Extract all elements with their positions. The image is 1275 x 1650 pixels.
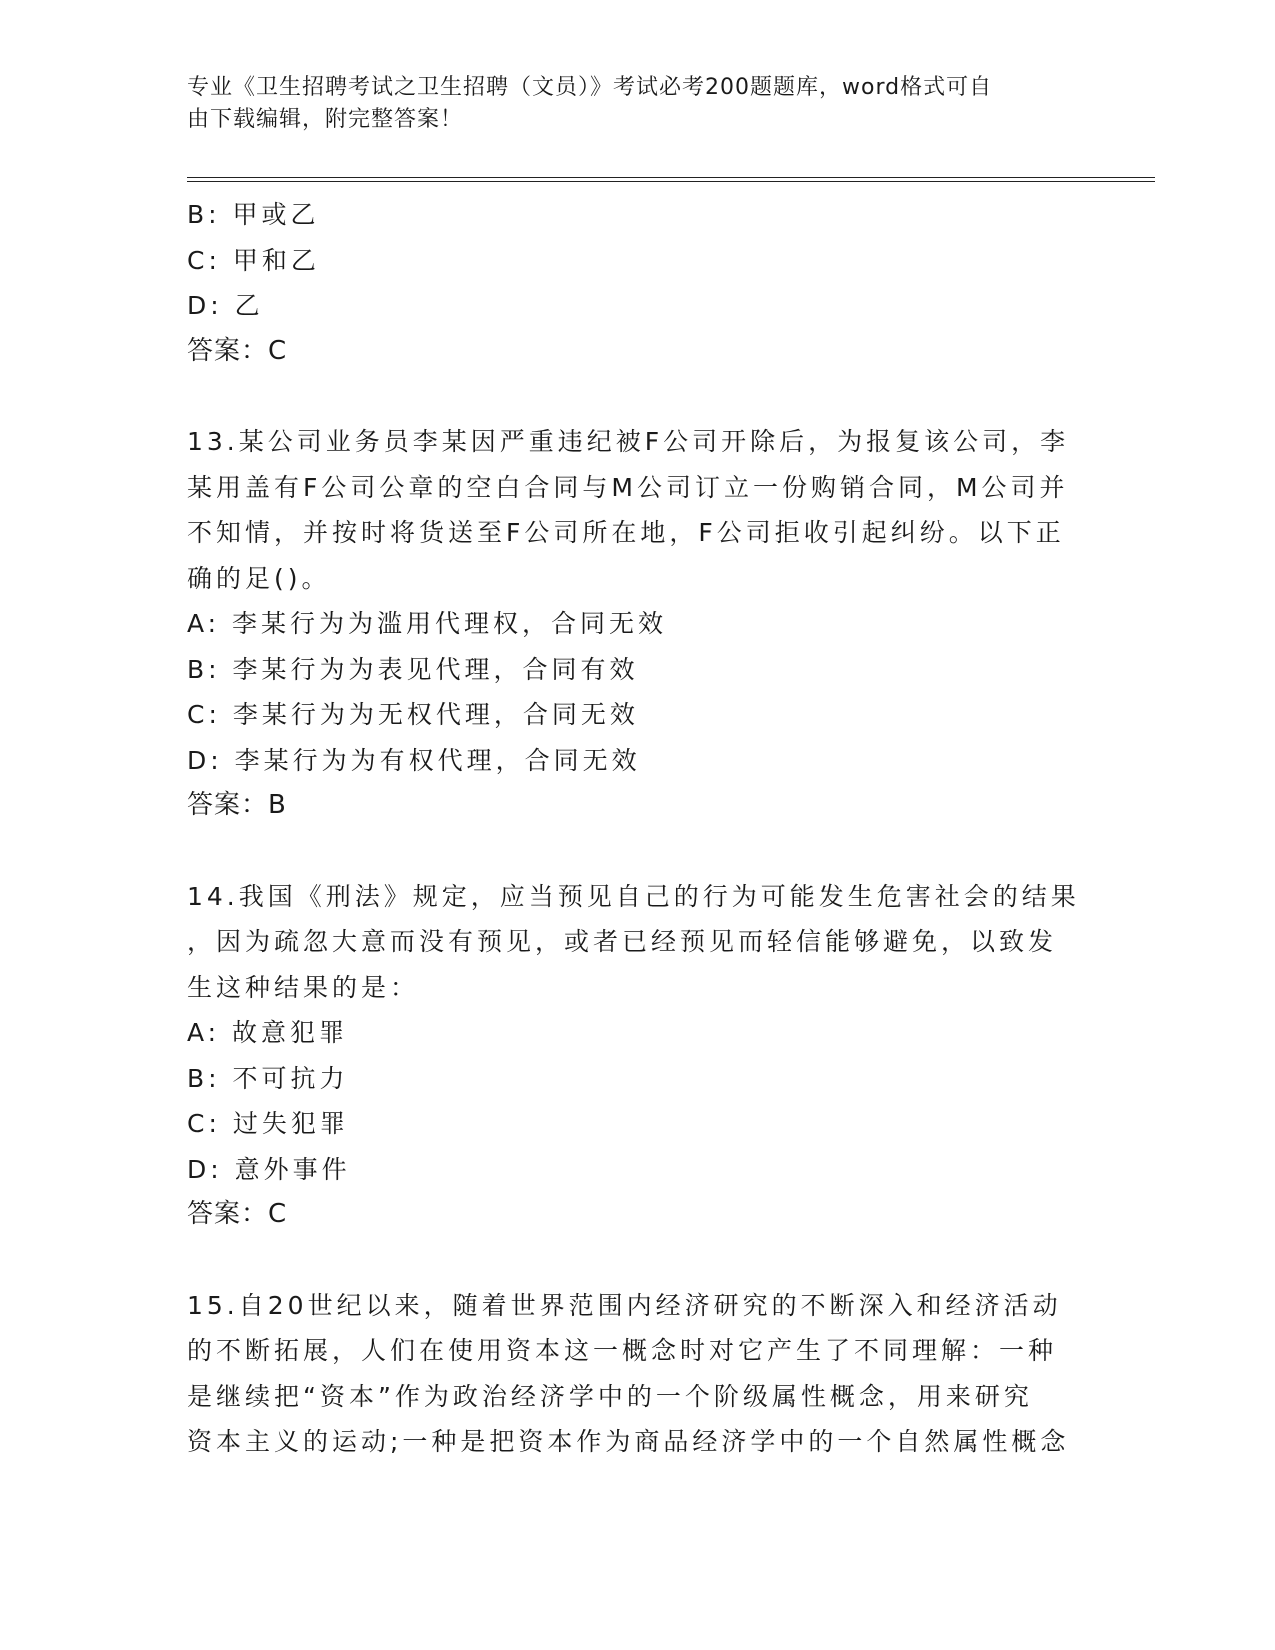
- stem-line: 是继续把“资本”作为政治经济学中的一个阶级属性概念，用来研究: [187, 1381, 1033, 1411]
- option-c: C: 过失犯罪: [187, 1109, 349, 1138]
- option-b: B: 甲或乙: [187, 200, 320, 229]
- option-d: D: 乙: [187, 291, 264, 320]
- document-header: [187, 72, 1087, 136]
- stem-line: 14.我国《刑法》规定，应当预见自己的行为可能发生危害社会的结果: [187, 881, 1080, 911]
- option-d: D: 李某行为为有权代理，合同无效: [187, 745, 641, 775]
- stem-line: 15.自20世纪以来，随着世界范围内经济研究的不断深入和经济活动: [187, 1290, 1062, 1320]
- question-13: [187, 419, 1087, 829]
- stem-line: 生这种结果的是：: [187, 972, 420, 1002]
- question-15: [187, 1283, 1087, 1465]
- stem-line: 13.某公司业务员李某因严重违纪被F公司开除后，为报复该公司，李: [187, 427, 1070, 456]
- stem-line: 的不断拓展，人们在使用资本这一概念时对它产生了不同理解：一种: [187, 1336, 1058, 1365]
- answer-line: 答案：C: [187, 1199, 288, 1229]
- stem-line: 确的足()。: [187, 563, 331, 593]
- option-d: D: 意外事件: [187, 1154, 351, 1184]
- question-stem: [187, 874, 1087, 1011]
- stem-line: ，因为疏忽大意而没有预见，或者已经预见而轻信能够避免，以致发: [187, 927, 1058, 956]
- option-a: A: 李某行为为滥用代理权，合同无效: [187, 609, 668, 638]
- spacer: [187, 1238, 1087, 1283]
- option-b: B: 李某行为为表见代理，合同有效: [187, 654, 639, 684]
- question-stem: [187, 1283, 1087, 1465]
- question-14: [187, 874, 1087, 1238]
- header-divider-bottom: [187, 181, 1155, 182]
- option-a: A: 故意犯罪: [187, 1018, 349, 1047]
- answer-line: 答案：B: [187, 790, 287, 820]
- question-list: [187, 192, 1087, 1465]
- stem-line: 资本主义的运动;一种是把资本作为商品经济学中的一个自然属性概念: [187, 1427, 1070, 1456]
- option-c: C: 李某行为为无权代理，合同无效: [187, 700, 639, 729]
- option-c: C: 甲和乙: [187, 245, 320, 275]
- header-divider-top: [187, 177, 1155, 178]
- stem-line: 不知情，并按时将货送至F公司所在地，F公司拒收引起纠纷。以下正: [187, 518, 1065, 547]
- answer-line: 答案：C: [187, 335, 288, 366]
- question-stem: [187, 419, 1087, 601]
- header-line-1: 专业《卫生招聘考试之卫生招聘（文员）》考试必考200题题库，word格式可自: [187, 75, 993, 100]
- option-b: B: 不可抗力: [187, 1063, 349, 1093]
- header-line-2: 由下载编辑，附完整答案！: [187, 107, 464, 132]
- spacer: [187, 374, 1087, 419]
- spacer: [187, 829, 1087, 874]
- stem-line: 某用盖有F公司公章的空白合同与M公司订立一份购销合同，M公司并: [187, 472, 1069, 502]
- question-12: [187, 192, 1087, 374]
